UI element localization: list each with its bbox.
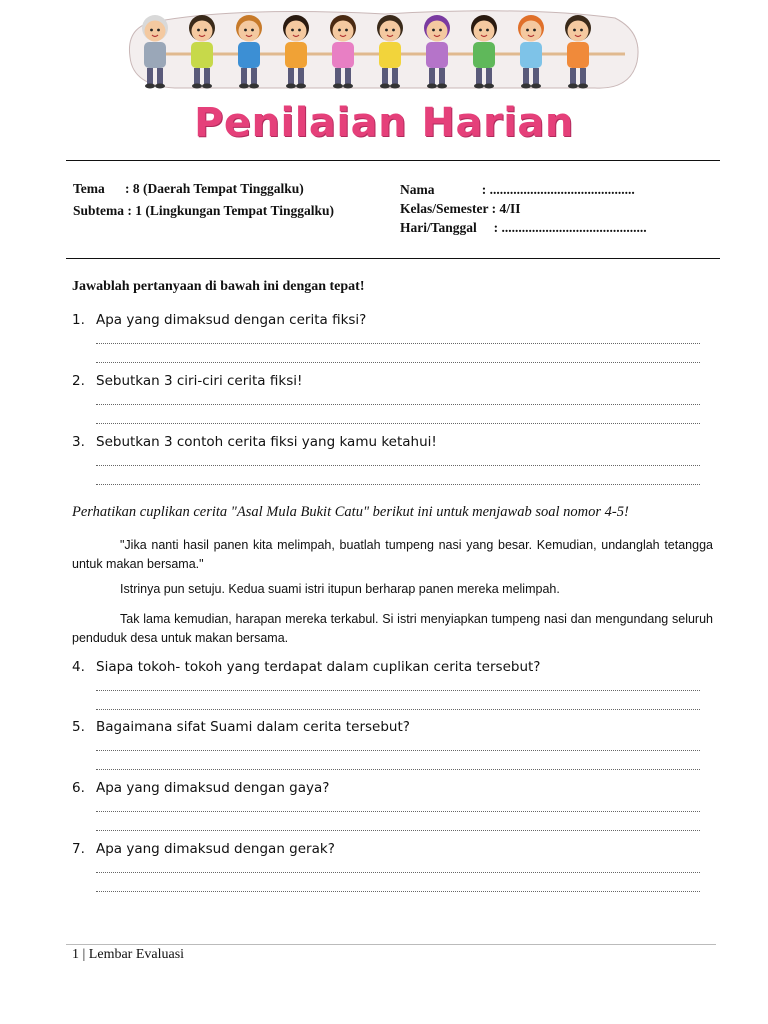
- question-7: 7. Apa yang dimaksud dengan gerak?: [72, 841, 335, 857]
- question-2: 2. Sebutkan 3 ciri-ciri cerita fiksi!: [72, 373, 303, 389]
- tema-field: Tema : 8 (Daerah Tempat Tinggalku): [73, 181, 304, 196]
- hari-tanggal-field: Hari/Tanggal : ...........................................: [400, 220, 647, 235]
- answer-line[interactable]: [96, 423, 700, 424]
- header-rule-top: [66, 160, 720, 161]
- answer-line[interactable]: [96, 362, 700, 363]
- answer-line[interactable]: [96, 872, 700, 873]
- answer-line[interactable]: [96, 769, 700, 770]
- question-6: 6. Apa yang dimaksud dengan gaya?: [72, 780, 330, 796]
- question-3: 3. Sebutkan 3 contoh cerita fiksi yang kamu ketahui!: [72, 434, 437, 450]
- answer-line[interactable]: [96, 484, 700, 485]
- header-rule-bottom: [66, 258, 720, 259]
- answer-line[interactable]: [96, 891, 700, 892]
- answer-line[interactable]: [96, 465, 700, 466]
- passage-paragraph-1: "Jika nanti hasil panen kita melimpah, buatlah tumpeng nasi yang besar. Kemudian, undanglah tetangga untuk makan bersama.": [72, 538, 713, 571]
- answer-line[interactable]: [96, 343, 700, 344]
- children-banner-illustration: [125, 2, 645, 98]
- passage-intro: Perhatikan cuplikan cerita "Asal Mula Bukit Catu" berikut ini untuk menjawab soal nomor 4-5!: [72, 504, 629, 520]
- passage-paragraph-3: Tak lama kemudian, harapan mereka terkabul. Si istri menyiapkan tumpeng nasi dan mengundang seluruh penduduk desa untuk makan bersama.: [72, 612, 713, 645]
- passage-paragraph-2: Istrinya pun setuju. Kedua suami istri itupun berharap panen mereka melimpah.: [120, 582, 560, 596]
- instruction-text: Jawablah pertanyaan di bawah ini dengan tepat!: [72, 279, 365, 294]
- question-1: 1. Apa yang dimaksud dengan cerita fiksi?: [72, 312, 367, 328]
- footer-rule: [66, 944, 716, 945]
- kelas-semester-field: Kelas/Semester : 4/II: [400, 201, 521, 216]
- question-4: 4. Siapa tokoh- tokoh yang terdapat dalam cuplikan cerita tersebut?: [72, 659, 541, 675]
- question-5: 5. Bagaimana sifat Suami dalam cerita tersebut?: [72, 719, 410, 735]
- answer-line[interactable]: [96, 404, 700, 405]
- answer-line[interactable]: [96, 811, 700, 812]
- answer-line[interactable]: [96, 690, 700, 691]
- answer-line[interactable]: [96, 830, 700, 831]
- page-title: Penilaian Harian: [194, 100, 574, 146]
- page-footer: 1 | Lembar Evaluasi: [72, 947, 185, 962]
- subtema-field: Subtema : 1 (Lingkungan Tempat Tinggalku): [73, 203, 334, 218]
- answer-line[interactable]: [96, 750, 700, 751]
- answer-line[interactable]: [96, 709, 700, 710]
- nama-field: Nama : ...........................................: [400, 182, 635, 197]
